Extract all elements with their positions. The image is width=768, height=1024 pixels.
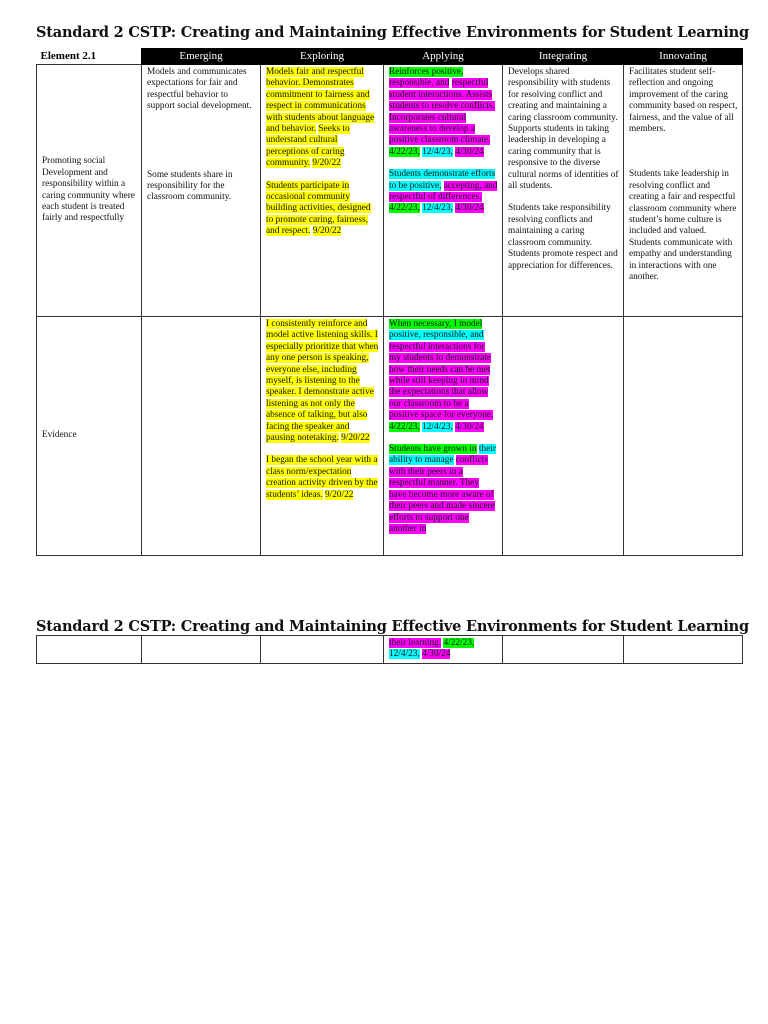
element-label: Element 2.1 (37, 49, 142, 65)
highlighted-text: positive, responsible, and (389, 330, 484, 341)
cell-exploring (261, 65, 384, 317)
date-stamp: 4/22/23, (389, 421, 420, 432)
row-label-promoting: Promoting social Development and responsibility within a caring community where each student is treated fairly and respectfully (37, 65, 142, 317)
cell-continued (142, 636, 261, 664)
level-header-applying: Applying (384, 49, 503, 65)
highlighted-text: Reinforces positive, (389, 67, 464, 77)
cell-evidence-emerging (142, 317, 261, 556)
date-stamp: 9/20/22 (341, 433, 370, 444)
cell-text: Facilitates student self-reflection and ongoing improvement of the caring community based on respect, fairness, and the value of all members. (629, 67, 738, 135)
highlighted-text: I consistently reinforce and model active listening skills. I especially prioritize that when any one person is speaking, everyone else, including myself, is listening to the speaker. I demonstrate active listening as not only the absence of talking, but also facing the speaker and pausing notetaking. (266, 319, 379, 444)
date-stamp: 9/20/22 (312, 158, 341, 169)
cell-continued (503, 636, 624, 664)
cell-evidence-innovating (624, 317, 743, 556)
highlighted-text: I began the school year with a class norm/expectation creation activity driven by the students’ ideas. (266, 455, 378, 500)
cell-text: Develops shared responsibility with students for resolving conflict and creating and maintaining a caring classroom community. Supports students in taking leadership in developing a caring community that is responsive to the diverse cultural norms of identities of all students. (508, 67, 619, 192)
cell-continued (37, 636, 142, 664)
cell-text: Some students share in responsibility for the classroom community. (147, 169, 233, 203)
highlighted-text: When necessary, I model (389, 319, 483, 329)
level-header-innovating: Innovating (624, 49, 743, 65)
highlighted-text: Students have grown in (389, 444, 477, 455)
level-header-emerging: Emerging (142, 49, 261, 65)
cell-evidence-integrating (503, 317, 624, 556)
highlighted-text: responsible, and (389, 78, 450, 89)
cell-innovating (624, 65, 743, 317)
date-stamp: 4/22/23, (389, 203, 420, 214)
highlighted-text: their learning. (389, 638, 442, 648)
cell-continued-applying (384, 636, 503, 664)
date-stamp: 12/4/23, (389, 649, 420, 660)
highlighted-text: accepting, and respectful of differences. (389, 180, 498, 203)
cell-text: Students take responsibility resolving conflicts and maintaining a caring classroom community. Students promote respect and appreciation for differences. (508, 203, 618, 271)
rubric-table-continued (36, 635, 743, 664)
page-title: Standard 2 CSTP: Creating and Maintaining Effective Environments for Student Learning (36, 24, 749, 41)
cell-emerging (142, 65, 261, 317)
cell-continued (624, 636, 743, 664)
highlighted-text: Students demonstrate efforts to be positive, (389, 169, 496, 191)
table-row (37, 65, 743, 317)
cell-continued (261, 636, 384, 664)
level-header-integrating: Integrating (503, 49, 624, 65)
cell-text: Models and communicates expectations for fair and respectful behavior to support social development. (147, 67, 252, 112)
highlighted-text: Models fair and respectful behavior. Demonstrates commitment to fairness and respect in communications with students about language and behavior. (266, 67, 375, 135)
row-label-evidence: Evidence (37, 317, 142, 556)
level-header-exploring: Exploring (261, 49, 384, 65)
highlighted-text: Seeks to understand cultural perceptions of caring community. (266, 124, 350, 169)
date-stamp: 9/20/22 (312, 226, 342, 237)
date-stamp: 9/20/22 (324, 489, 354, 500)
highlighted-text: respectful student interactions. Assists students to resolve conflicts. (389, 78, 495, 112)
date-stamp: 4/30/24 (455, 146, 484, 157)
highlighted-text: conflicts with their peers in a respectful manner. They have become more aware of their peers and made sincere efforts to support one another in (389, 455, 495, 534)
page-title-continued: Standard 2 CSTP: Creating and Maintaining Effective Environments for Student Learning (36, 618, 749, 635)
highlighted-text: Incorporates cultural awareness to develop a positive classroom climate. (389, 112, 491, 146)
table-row (37, 317, 743, 556)
date-stamp: 4/22/23, (389, 146, 420, 157)
highlighted-text: respectful interactions for my students to demonstrate how their needs can be met while still keeping in mind the expectations that allow our classroom to be a positive space for everyone. (389, 341, 494, 421)
date-stamp: 12/4/23, (422, 203, 453, 214)
date-stamp: 12/4/23, (422, 146, 453, 157)
date-stamp: 4/30/24 (455, 203, 484, 214)
cell-integrating (503, 65, 624, 317)
date-stamp: 4/22/23, (443, 638, 475, 648)
cell-applying (384, 65, 503, 317)
cell-evidence-exploring (261, 317, 384, 556)
header-row (37, 49, 743, 65)
date-stamp: 4/30/24 (422, 649, 451, 660)
highlighted-text: Students participate in occasional community building activities, designed to promote caring, fairness, and respect. (266, 180, 371, 237)
table-row (37, 636, 743, 664)
cell-evidence-applying (384, 317, 503, 556)
date-stamp: 12/4/23, (422, 421, 453, 432)
highlighted-text: their ability to manage (389, 444, 496, 466)
date-stamp: 4/30/24 (455, 421, 484, 432)
cell-text: Students take leadership in resolving conflict and creating a fair and respectful classroom community where student’s home culture is included and valued. Students communicate with empathy and understanding in interactions with one another. (629, 169, 737, 283)
rubric-table (36, 48, 743, 556)
